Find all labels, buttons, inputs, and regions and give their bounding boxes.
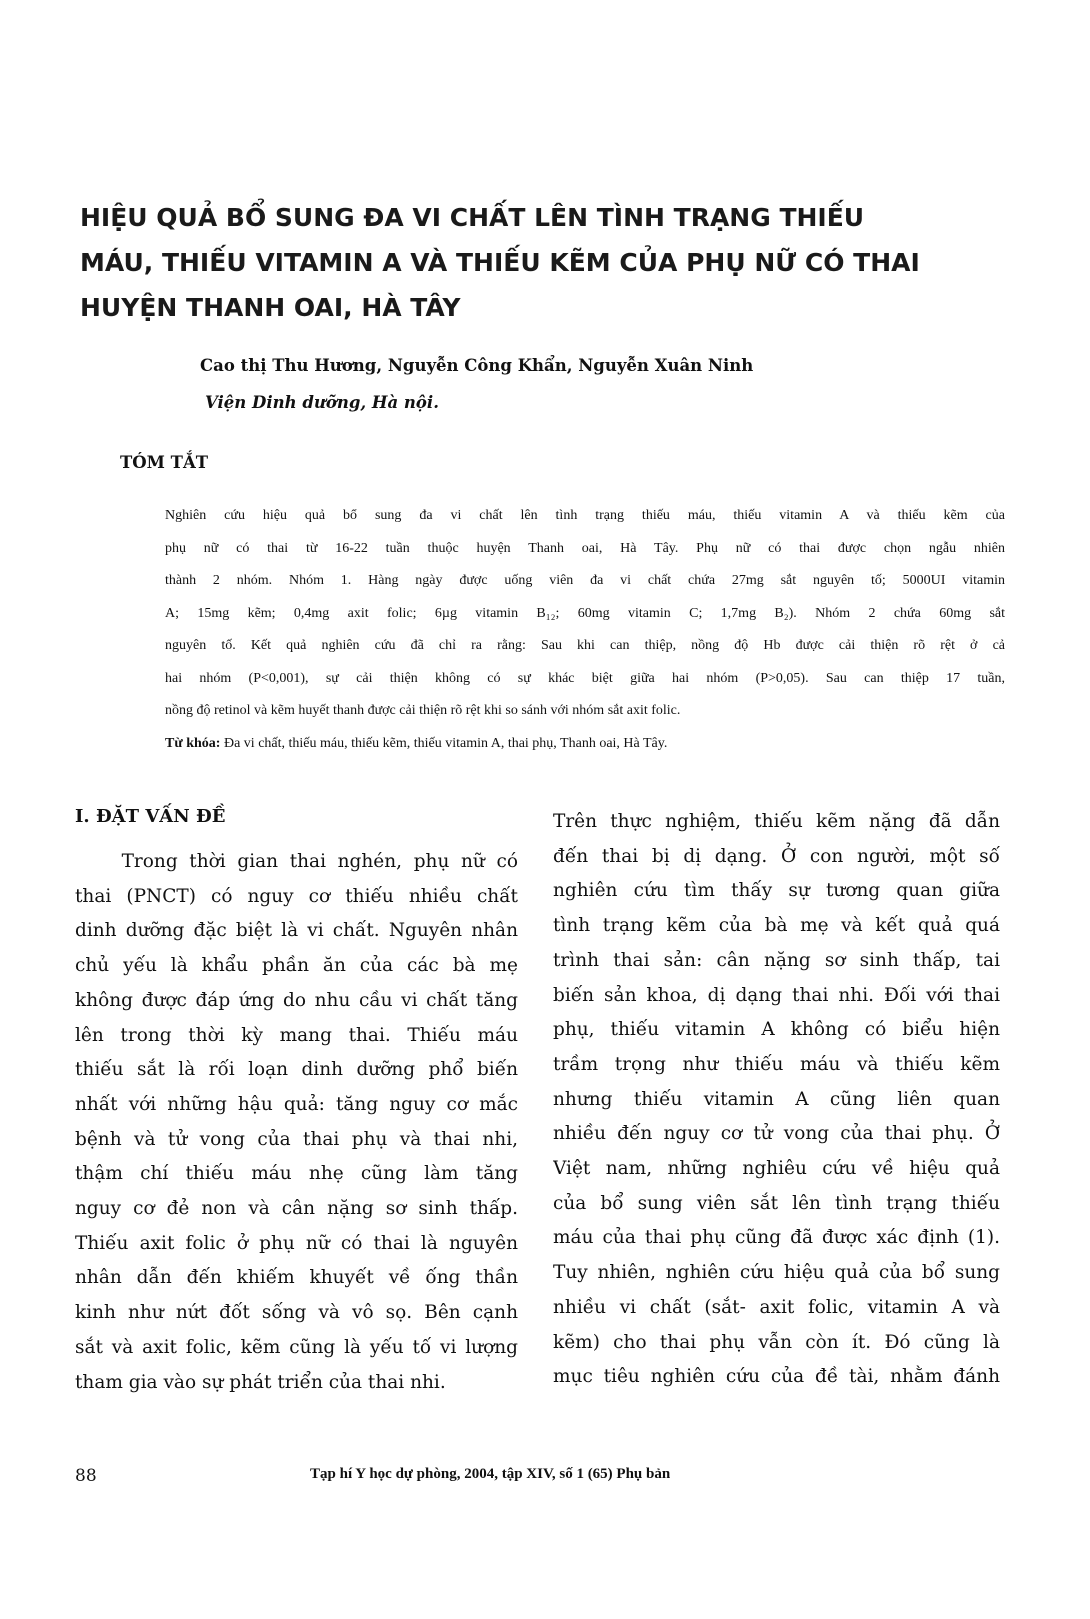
column-line: thậm chí thiếu máu nhẹ cũng làm tăng [75,1163,518,1185]
column-line: máu của thai phụ cũng đã được xác định (1). [553,1227,1000,1249]
title-line: MÁU, THIẾU VITAMIN A VÀ THIẾU KẼM CỦA PHỤ NỮ CÓ THAI [80,248,920,277]
keywords-label: Từ khóa: [165,735,221,751]
column-line: mục tiêu nghiên cứu của đề tài, nhằm đánh [553,1366,1000,1388]
title-line: HUYỆN THANH OAI, HÀ TÂY [80,293,461,322]
column-line: trình thai sản: cân nặng sơ sinh thấp, tai [553,949,1000,971]
column-line: Trong thời gian thai nghén, phụ nữ có [75,851,518,872]
keywords-text: Đa vi chất, thiếu máu, thiếu kẽm, thiếu vitamin A, thai phụ, Thanh oai, Hà Tây. [223,735,668,751]
column-line: chủ yếu là khẩu phần ăn của các bà mẹ [75,955,518,977]
column-line: Trên thực nghiệm, thiếu kẽm nặng đã dẫn [553,811,1000,832]
column-line: nhiều đến nguy cơ tử vong của thai phụ. Ở [553,1123,1000,1145]
column-line: nhưng thiếu vitamin A cũng liên quan [553,1088,1000,1110]
column-line: tình trạng kẽm của bà mẹ và kết quả quá [553,915,1000,937]
column-line: phụ, thiếu vitamin A không có biểu hiện [553,1019,1000,1041]
column-line: Việt nam, những nghiêu cứu về hiệu quả [553,1158,1000,1180]
column-line: tham gia vào sự phát triển của thai nhi. [75,1371,446,1393]
column-line: không được đáp ứng do nhu cầu vi chất tăng [75,989,518,1011]
column-line: nghiên cứu tìm thấy sự tương quan giữa [553,880,1000,902]
column-line: đến thai bị dị dạng. Ở con người, một số [553,845,1000,867]
column-line: lên trong thời kỳ mang thai. Thiếu máu [75,1024,518,1046]
left-column [75,845,518,1400]
abstract [165,500,1005,760]
column-line: biến sản khoa, dị dạng thai nhi. Đối với thai [553,984,1000,1006]
abstract-heading: TÓM TẮT [120,453,209,472]
authors: Cao thị Thu Hương, Nguyễn Công Khẩn, Nguyễn Xuân Ninh [200,356,754,375]
column-line: nguy cơ đẻ non và cân nặng sơ sinh thấp. [75,1198,518,1220]
page-number: 88 [75,1466,97,1486]
paper-title [80,195,920,330]
section-heading: I. ĐẶT VẤN ĐỀ [75,806,226,827]
abstract-line: Nghiên cứu hiệu quả bổ sung đa vi chất lên tình trạng thiếu máu, thiếu vitamin A và thiếu kẽm của [165,508,1005,523]
affiliation: Viện Dinh dưỡng, Hà nội. [205,393,439,412]
column-line: thiếu sắt là rối loạn dinh dưỡng phổ biến [75,1059,518,1081]
column-line: sắt và axit folic, kẽm cũng là yếu tố vi lượng [75,1336,518,1358]
keywords [165,728,1005,761]
column-line: dinh dưỡng đặc biệt là vi chất. Nguyên nhân [75,920,518,942]
abstract-line: phụ nữ có thai từ 16-22 tuần thuộc huyện Thanh oai, Hà Tây. Phụ nữ có thai được chọn ngẫu nhiên [165,540,1005,556]
column-line: nhiều vi chất (sắt- axit folic, vitamin A và [553,1296,1000,1318]
right-column [553,805,1000,1395]
column-line: Tuy nhiên, nghiên cứu hiệu quả của bổ sung [553,1262,1000,1284]
column-line: nhất với những hậu quả: tăng nguy cơ mắc [75,1093,518,1115]
column-line: kinh như nứt đốt sống và vô sọ. Bên cạnh [75,1302,518,1324]
column-line: của bổ sung viên sắt lên tình trạng thiếu [553,1192,1000,1214]
column-line: nhân dẫn đến khiếm khuyết về ống thần [75,1267,518,1289]
abstract-line: A; 15mg kẽm; 0,4mg axit folic; 6µg vitamin B₁₂; 60mg vitamin C; 1,7mg B₂). Nhóm 2 chứa 60mg sắt [165,605,1005,621]
journal-footer: Tạp hí Y học dự phòng, 2004, tập XIV, số 1 (65) Phụ bản [310,1466,671,1482]
abstract-line: hai nhóm (P<0,001), sự cải thiện không có sự khác biệt giữa hai nhóm (P>0,05). Sau can thiệp 17 tuần, [165,670,1005,686]
title-line: HIỆU QUẢ BỔ SUNG ĐA VI CHẤT LÊN TÌNH TRẠNG THIẾU [80,203,865,232]
column-line: bệnh và tử vong của thai phụ và thai nhi, [75,1128,518,1150]
abstract-line: thành 2 nhóm. Nhóm 1. Hàng ngày được uống viên đa vi chất chứa 27mg sắt nguyên tố; 5000UI vitamin [165,573,1005,588]
column-line: kẽm) cho thai phụ vẫn còn ít. Đó cũng là [553,1331,1000,1353]
column-line: Thiếu axit folic ở phụ nữ có thai là nguyên [75,1232,518,1254]
column-line: thai (PNCT) có nguy cơ thiếu nhiều chất [75,885,518,907]
abstract-line: nồng độ retinol và kẽm huyết thanh được cải thiện rõ rệt khi so sánh với nhóm sắt axit folic. [165,703,681,718]
abstract-line: nguyên tố. Kết quả nghiên cứu đã chỉ ra rằng: Sau khi can thiệp, nồng độ Hb được cải thiện rõ rệt ở cả [165,638,1005,653]
column-line: trầm trọng như thiếu máu và thiếu kẽm [553,1053,1000,1075]
